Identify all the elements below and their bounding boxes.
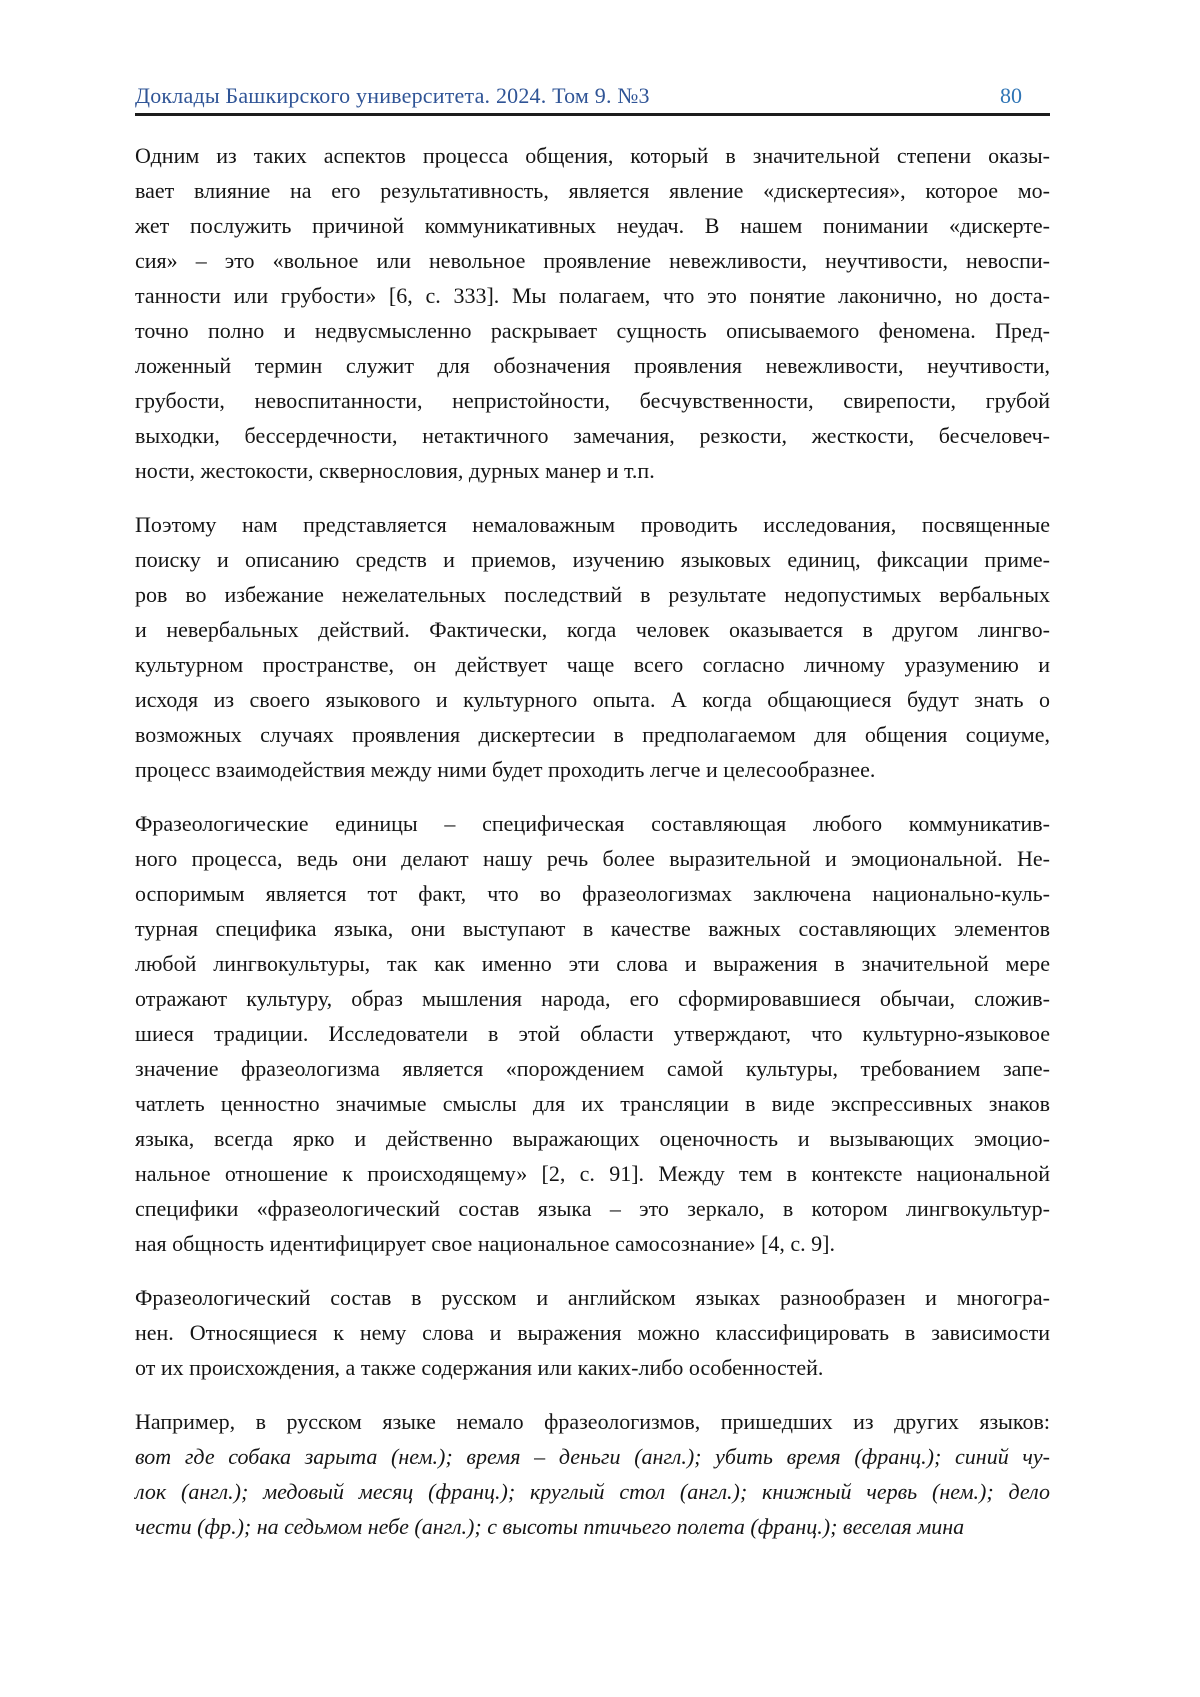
page-number: 80 <box>1000 83 1022 108</box>
text-line: турная специфика языка, они выступают в качестве важных составляющих элементов <box>135 916 1050 941</box>
text-line: вот где собака зарыта (нем.); время – деньги (англ.); убить время (франц.); синий чу- <box>135 1444 1050 1469</box>
text-line: сия» – это «вольное или невольное проявление невежливости, неучтивости, невоспи- <box>135 248 1050 273</box>
text-line: танности или грубости» [6, с. 333]. Мы полагаем, что это понятие лаконично, но доста- <box>135 283 1050 308</box>
paragraph <box>135 1280 1050 1385</box>
paragraph <box>135 507 1050 787</box>
text-line: лок (англ.); медовый месяц (франц.); круглый стол (англ.); книжный червь (нем.); дело <box>135 1479 1050 1504</box>
text-line: отражают культуру, образ мышления народа, его сформировавшиеся обычаи, сложив- <box>135 986 1050 1011</box>
text-line: возможных случаях проявления дискертесии в предполагаемом для общения социуме, <box>135 722 1050 747</box>
text-line: чатлеть ценностно значимые смыслы для их трансляции в виде экспрессивных знаков <box>135 1091 1050 1116</box>
text-line: точно полно и недвусмысленно раскрывает сущность описываемого феномена. Пред- <box>135 318 1050 343</box>
text-line: Одним из таких аспектов процесса общения, который в значительной степени оказы- <box>135 143 1050 168</box>
text-line: поиску и описанию средств и приемов, изучению языковых единиц, фиксации приме- <box>135 547 1050 572</box>
text-line: ная общность идентифицирует свое национальное самосознание» [4, с. 9]. <box>135 1231 835 1256</box>
text-line: шиеся традиции. Исследователи в этой области утверждают, что культурно-языковое <box>135 1021 1050 1046</box>
text-line: от их происхождения, а также содержания или каких-либо особенностей. <box>135 1355 824 1380</box>
text-line: языка, всегда ярко и действенно выражающих оценочность и вызывающих эмоцио- <box>135 1126 1050 1151</box>
page-content <box>135 0 1050 1544</box>
text-line: ного процесса, ведь они делают нашу речь более выразительной и эмоциональной. Не- <box>135 846 1050 871</box>
text-line: ности, жестокости, сквернословия, дурных манер и т.п. <box>135 458 655 483</box>
text-line: чести (фр.); на седьмом небе (англ.); с высоты птичьего полета (франц.); веселая мина <box>135 1514 965 1539</box>
text-line: значение фразеологизма является «порождением самой культуры, требованием запе- <box>135 1056 1050 1081</box>
text-line: любой лингвокультуры, так как именно эти слова и выражения в значительной мере <box>135 951 1050 976</box>
text-line: специфики «фразеологический состав языка – это зеркало, в котором лингвокультур- <box>135 1196 1050 1221</box>
text-line: оспоримым является тот факт, что во фразеологизмах заключена национально-куль- <box>135 881 1050 906</box>
text-line: Фразеологические единицы – специфическая составляющая любого коммуникатив- <box>135 811 1050 836</box>
paragraph <box>135 806 1050 1261</box>
text-line: культурном пространстве, он действует чаще всего согласно личному уразумению и <box>135 652 1050 677</box>
journal-title: Доклады Башкирского университета. 2024. Том 9. №3 <box>135 83 650 108</box>
text-line: Например, в русском языке немало фразеологизмов, пришедших из других языков: <box>135 1409 1050 1434</box>
text-line: выходки, бессердечности, нетактичного замечания, резкости, жесткости, бесчеловеч- <box>135 423 1050 448</box>
paragraph <box>135 138 1050 488</box>
text-line: Поэтому нам представляется немаловажным проводить исследования, посвященные <box>135 512 1050 537</box>
header-rule <box>135 113 1050 116</box>
paragraph <box>135 1404 1050 1544</box>
text-line: исходя из своего языкового и культурного опыта. А когда общающиеся будут знать о <box>135 687 1050 712</box>
text-line: нальное отношение к происходящему» [2, с. 91]. Между тем в контексте национальной <box>135 1161 1050 1186</box>
text-line: ров во избежание нежелательных последствий в результате недопустимых вербальных <box>135 582 1050 607</box>
text-line: процесс взаимодействия между ними будет проходить легче и целесообразнее. <box>135 757 876 782</box>
text-line: нен. Относящиеся к нему слова и выражения можно классифицировать в зависимости <box>135 1320 1050 1345</box>
article-body <box>135 138 1050 1544</box>
text-line: грубости, невоспитанности, непристойности, бесчувственности, свирепости, грубой <box>135 388 1050 413</box>
text-line: и невербальных действий. Фактически, когда человек оказывается в другом лингво- <box>135 617 1050 642</box>
text-line: жет послужить причиной коммуникативных неудач. В нашем понимании «дискерте- <box>135 213 1050 238</box>
page-header <box>135 0 1050 108</box>
text-line: вает влияние на его результативность, является явление «дискертесия», которое мо- <box>135 178 1050 203</box>
text-line: ложенный термин служит для обозначения проявления невежливости, неучтивости, <box>135 353 1050 378</box>
text-line: Фразеологический состав в русском и английском языках разнообразен и многогра- <box>135 1285 1050 1310</box>
